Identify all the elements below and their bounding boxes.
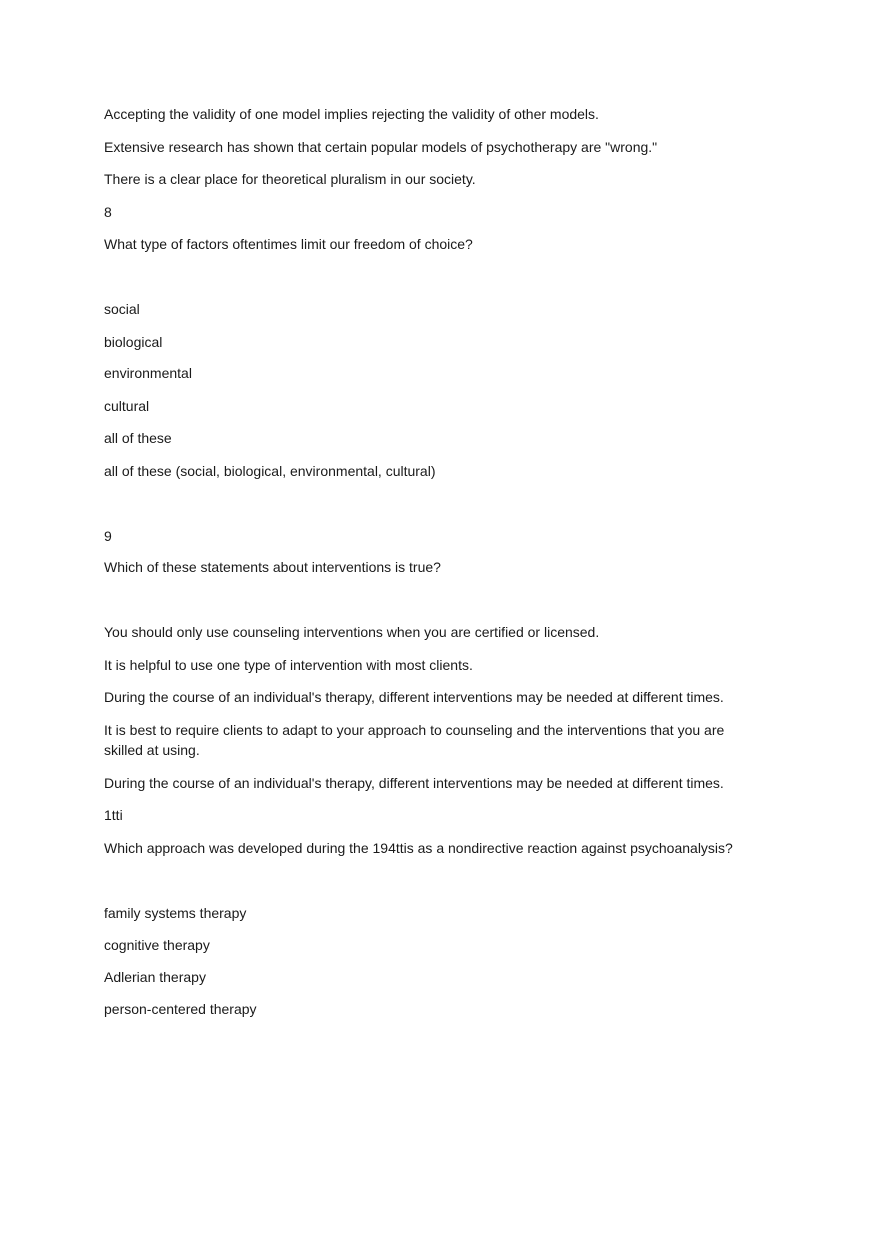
q10-option-4: person-centered therapy — [104, 1001, 257, 1017]
q9-answer: During the course of an individual's therapy, different interventions may be needed at different times. — [104, 775, 724, 791]
q9-number: 9 — [104, 528, 112, 544]
q10-option-1: family systems therapy — [104, 905, 247, 921]
q9-option-1: You should only use counseling interventions when you are certified or licensed. — [104, 624, 600, 640]
q10-prompt: Which approach was developed during the 194ttis as a nondirective reaction against psychoanalysis? — [104, 840, 733, 856]
q8-option-2: biological — [104, 334, 163, 350]
q8-number: 8 — [104, 204, 112, 220]
q9-option-3: During the course of an individual's therapy, different interventions may be needed at different times. — [104, 689, 724, 705]
q8-option-5: all of these — [104, 430, 172, 446]
q10-number: 1tti — [104, 807, 123, 823]
q9-prompt: Which of these statements about interventions is true? — [104, 559, 441, 575]
prev-option-1: Accepting the validity of one model implies rejecting the validity of other models. — [104, 106, 599, 122]
q8-answer: all of these (social, biological, environmental, cultural) — [104, 463, 436, 479]
q8-option-1: social — [104, 301, 140, 317]
q9-option-2: It is helpful to use one type of intervention with most clients. — [104, 657, 473, 673]
q8-option-4: cultural — [104, 398, 150, 414]
q10-option-2: cognitive therapy — [104, 937, 210, 953]
q10-option-3: Adlerian therapy — [104, 969, 206, 985]
prev-option-2: Extensive research has shown that certain popular models of psychotherapy are "wrong." — [104, 139, 658, 155]
q8-option-3: environmental — [104, 365, 192, 381]
q9-option-4: It is best to require clients to adapt to your approach to counseling and the interventions that you are skilled at using. — [104, 722, 725, 758]
prev-option-3: There is a clear place for theoretical pluralism in our society. — [104, 171, 476, 187]
q8-prompt: What type of factors oftentimes limit our freedom of choice? — [104, 236, 473, 252]
